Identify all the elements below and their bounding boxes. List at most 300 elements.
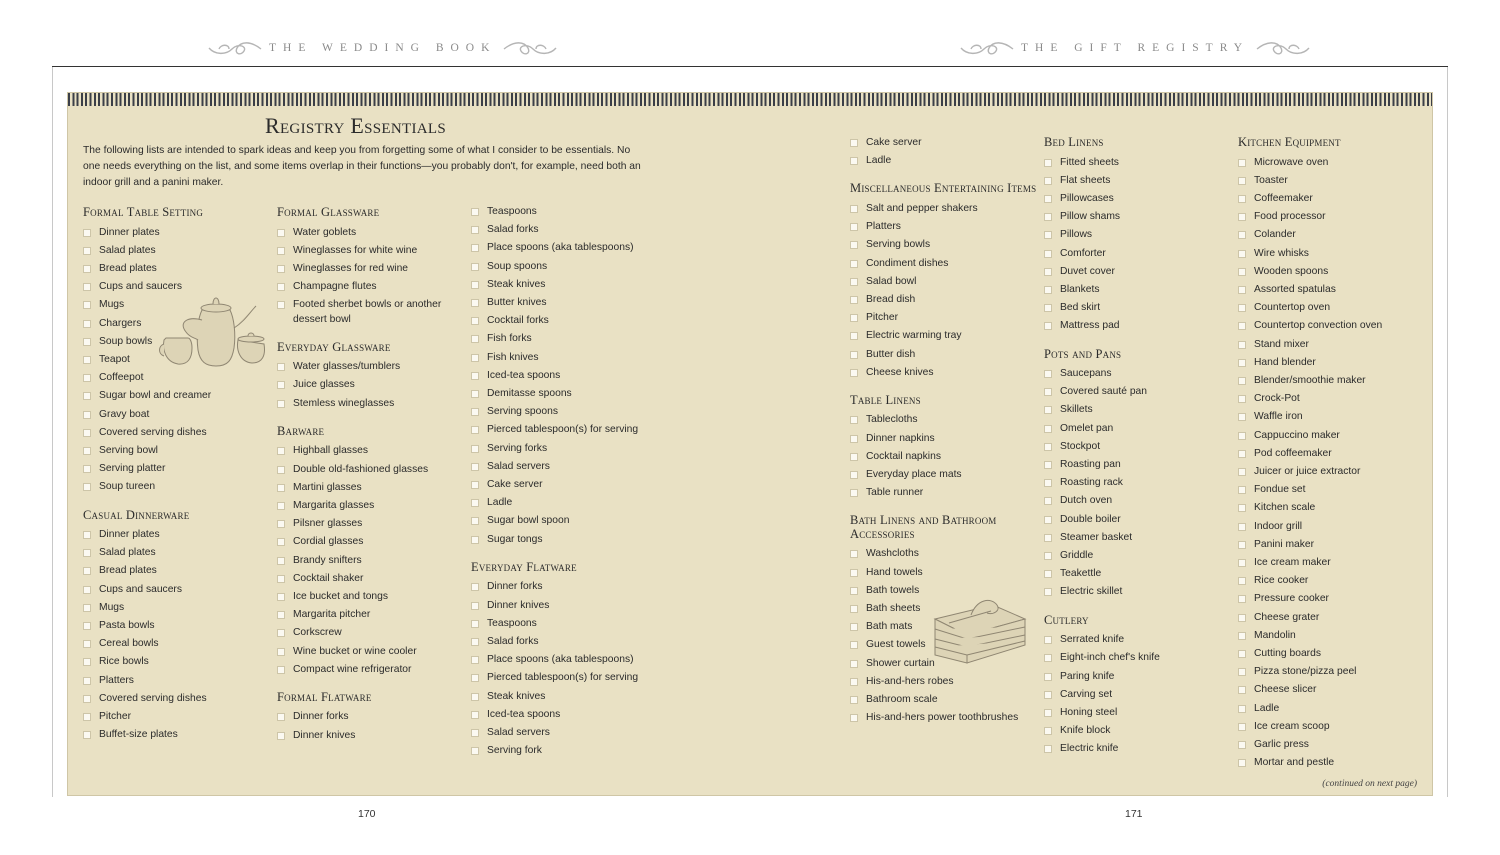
checkbox[interactable] [471,693,479,701]
checklist-section [277,425,467,677]
checkbox[interactable] [1238,741,1246,749]
item-label: Dinner napkins [866,432,935,444]
checkbox[interactable] [83,447,91,455]
checkbox[interactable] [277,520,285,528]
checkbox[interactable] [83,483,91,491]
checkbox[interactable] [1238,359,1246,367]
item-label: Indoor grill [1254,520,1303,532]
item-label: Everyday place mats [866,469,962,481]
checklist-item [277,298,467,326]
item-label: Pitcher [866,312,899,324]
checkbox[interactable] [277,381,285,389]
checkbox[interactable] [471,426,479,434]
checkbox[interactable] [277,265,285,273]
checkbox[interactable] [850,351,858,359]
checkbox[interactable] [471,481,479,489]
checkbox[interactable] [850,278,858,286]
checklist-item [850,486,1040,500]
item-label: Water glasses/tumblers [293,361,401,373]
checkbox[interactable] [850,489,858,497]
checkbox[interactable] [1044,177,1052,185]
item-label: Steak knives [487,278,546,290]
checklist-item [850,293,1040,307]
checkbox[interactable] [1238,668,1246,676]
checkbox[interactable] [850,550,858,558]
checkbox[interactable] [277,247,285,255]
checkbox[interactable] [1238,614,1246,622]
item-label: Platters [866,221,901,233]
checkbox[interactable] [471,602,479,610]
item-label: Salad bowl [866,275,917,287]
checkbox[interactable] [83,713,91,721]
checkbox[interactable] [471,263,479,271]
checkbox[interactable] [1044,159,1052,167]
checklist-item [850,257,1040,271]
section-heading: Everyday Glassware [277,339,391,354]
checkbox[interactable] [1238,523,1246,531]
page-number-left: 170 [358,808,376,820]
checkbox[interactable] [850,139,858,147]
item-label: Assorted spatulas [1254,283,1336,295]
checklist-item [1238,665,1428,679]
checklist-item [83,619,273,633]
checkbox[interactable] [1238,686,1246,694]
checklist-section [1044,348,1234,600]
checkbox[interactable] [850,569,858,577]
checklist-item [1238,338,1428,352]
checkbox[interactable] [471,517,479,525]
checkbox[interactable] [471,408,479,416]
item-label: Cheese slicer [1254,684,1317,696]
checklist-item [1238,192,1428,206]
item-label: Mugs [99,299,125,311]
checkbox[interactable] [850,205,858,213]
running-head-left [205,36,560,60]
checklist-item [471,387,661,401]
checkbox[interactable] [1044,745,1052,753]
checkbox[interactable] [1238,759,1246,767]
checkbox[interactable] [850,714,858,722]
checkbox[interactable] [1044,370,1052,378]
checkbox[interactable] [1044,709,1052,717]
column-2 [277,206,467,747]
checkbox[interactable] [850,696,858,704]
checkbox[interactable] [471,354,479,362]
checkbox[interactable] [1238,413,1246,421]
item-label: Buffet-size plates [99,729,178,741]
checklist-item [471,533,661,547]
checkbox[interactable] [277,593,285,601]
checklist-item [83,262,273,276]
checkbox[interactable] [471,226,479,234]
checkbox[interactable] [83,392,91,400]
checkbox[interactable] [83,411,91,419]
checklist-item [850,311,1040,325]
item-label: Bed skirt [1060,302,1101,314]
checklist-item [471,653,661,667]
checkbox[interactable] [471,463,479,471]
checklist-section [471,561,661,759]
checklist-item [1044,422,1234,436]
checkbox[interactable] [277,648,285,656]
checkbox[interactable] [83,320,91,328]
checkbox[interactable] [1044,250,1052,258]
checkbox[interactable] [1238,231,1246,239]
item-label: Covered sauté pan [1060,386,1148,398]
checkbox[interactable] [277,363,285,371]
checklist-section [277,206,467,327]
item-label: Compact wine refrigerator [293,663,412,675]
item-label: Cake server [866,137,922,148]
checklist-item [471,460,661,474]
checklist-item [471,351,661,365]
checklist-section [277,341,467,411]
checkbox[interactable] [83,374,91,382]
item-label: Pilsner glasses [293,518,363,530]
chapter-title: THE GIFT REGISTRY [1021,42,1250,54]
checklist-item [83,462,273,476]
checkbox[interactable] [277,713,285,721]
item-label: Juice glasses [293,379,355,391]
checkbox[interactable] [83,567,91,575]
checkbox[interactable] [850,296,858,304]
checklist-item [471,369,661,383]
checkbox[interactable] [850,241,858,249]
checkbox[interactable] [1044,691,1052,699]
checkbox[interactable] [277,538,285,546]
checkbox[interactable] [1238,304,1246,312]
checkbox[interactable] [471,536,479,544]
checklist-item [1044,567,1234,581]
checkbox[interactable] [1044,461,1052,469]
item-label: Bathroom scale [866,694,938,706]
checkbox[interactable] [1044,388,1052,396]
checkbox[interactable] [1044,516,1052,524]
checkbox[interactable] [277,301,285,309]
checkbox[interactable] [1044,654,1052,662]
page-edge-right [1447,67,1448,797]
checklist-item [277,444,467,458]
checklist-item [850,154,1040,168]
item-label: Fish forks [487,333,532,345]
checklist-item [1044,458,1234,472]
checkbox[interactable] [850,223,858,231]
checkbox[interactable] [471,244,479,252]
checklist-item [1238,520,1428,534]
checkbox[interactable] [277,502,285,510]
checklist-item [850,202,1040,216]
checkbox[interactable] [850,416,858,424]
checkbox[interactable] [850,332,858,340]
checkbox[interactable] [83,229,91,237]
checkbox[interactable] [277,557,285,565]
checkbox[interactable] [83,677,91,685]
item-label: Serving bowls [866,239,931,251]
checkbox[interactable] [1238,250,1246,258]
checkbox[interactable] [1044,231,1052,239]
item-label: Bath sheets [866,603,921,615]
item-label: Pizza stone/pizza peel [1254,666,1357,678]
checkbox[interactable] [850,623,858,631]
checklist-item [1044,633,1234,647]
checkbox[interactable] [1044,406,1052,414]
checkbox[interactable] [83,604,91,612]
checkbox[interactable] [1044,479,1052,487]
checklist-item [1044,301,1234,315]
checklist-item [1044,283,1234,297]
checkbox[interactable] [83,622,91,630]
checkbox[interactable] [277,575,285,583]
checkbox[interactable] [1044,588,1052,596]
checkbox[interactable] [83,731,91,739]
item-label: Platters [99,674,134,686]
checklist-item [1238,465,1428,479]
checkbox[interactable] [1238,177,1246,185]
item-label: Coffeemaker [1254,192,1313,204]
checkbox[interactable] [471,674,479,682]
checkbox[interactable] [277,447,285,455]
checkbox[interactable] [471,583,479,591]
checkbox[interactable] [1238,322,1246,330]
checklist-item [83,408,273,422]
checklist-item [471,332,661,346]
checklist-item [83,546,273,560]
checkbox[interactable] [83,695,91,703]
checkbox[interactable] [83,658,91,666]
checklist-item [1238,301,1428,315]
section-heading: Bed Linens [1044,135,1104,149]
checkbox[interactable] [277,666,285,674]
checkbox[interactable] [1044,213,1052,221]
checkbox[interactable] [850,587,858,595]
checkbox[interactable] [1238,504,1246,512]
checkbox[interactable] [1044,552,1052,560]
item-label: Carving set [1060,688,1113,700]
checkbox[interactable] [277,466,285,474]
checklist-item [1044,706,1234,720]
checkbox[interactable] [83,586,91,594]
intro-paragraph: The following lists are intended to spark ideas and keep you from forgetting some of what I consider to be essentials. No one needs everything on the list, and some items overlap in their functions—you probably don't, for example, need both an indoor grill and a panini maker. [83,145,641,189]
checkbox[interactable] [83,356,91,364]
checklist-section [850,136,1040,168]
checkbox[interactable] [1238,705,1246,713]
checklist-item [1238,683,1428,697]
item-label: Mortar and pestle [1254,757,1335,769]
item-label: Bath towels [866,584,920,596]
checkbox[interactable] [277,229,285,237]
checkbox[interactable] [1044,304,1052,312]
checkbox[interactable] [1044,673,1052,681]
item-label: Paring knife [1060,670,1115,682]
checkbox[interactable] [850,369,858,377]
item-label: Saucepans [1060,368,1112,380]
item-label: Gravy boat [99,408,150,420]
item-label: Electric warming tray [866,330,962,342]
checkbox[interactable] [1238,195,1246,203]
item-label: Wooden spoons [1254,265,1329,277]
checklist-item [83,655,273,669]
checkbox[interactable] [850,641,858,649]
checkbox[interactable] [850,471,858,479]
checkbox[interactable] [277,484,285,492]
checkbox[interactable] [850,453,858,461]
column-5 [1044,136,1234,761]
checkbox[interactable] [471,208,479,216]
checkbox[interactable] [1238,595,1246,603]
checklist-item [1044,228,1234,242]
checkbox[interactable] [1238,559,1246,567]
checklist-item [1238,738,1428,752]
checklist-item [83,583,273,597]
checkbox[interactable] [471,499,479,507]
checkbox[interactable] [83,247,91,255]
checklist-item [1238,319,1428,333]
item-label: Stockpot [1060,440,1101,452]
item-label: Cappuccino maker [1254,429,1340,441]
checkbox[interactable] [83,301,91,309]
checkbox[interactable] [1044,322,1052,330]
checklist-item [83,728,273,742]
checkbox[interactable] [471,656,479,664]
checklist-section [1044,614,1234,757]
checkbox[interactable] [277,629,285,637]
checkbox[interactable] [1238,468,1246,476]
checkbox[interactable] [850,314,858,322]
checkbox[interactable] [471,445,479,453]
checklist-item [850,711,1040,725]
checkbox[interactable] [1238,213,1246,221]
checkbox[interactable] [83,549,91,557]
checkbox[interactable] [1238,632,1246,640]
checkbox[interactable] [850,678,858,686]
checkbox[interactable] [471,317,479,325]
item-label: Panini maker [1254,538,1315,550]
checkbox[interactable] [1044,570,1052,578]
checkbox[interactable] [83,531,91,539]
checkbox[interactable] [83,283,91,291]
item-label: Duvet cover [1060,265,1115,277]
checkbox[interactable] [471,299,479,307]
checklist-item [850,675,1040,689]
checkbox[interactable] [83,338,91,346]
checkbox[interactable] [1044,443,1052,451]
item-label: Highball glasses [293,445,368,457]
item-label: Rice bowls [99,656,149,668]
checklist-item [850,468,1040,482]
checkbox[interactable] [471,638,479,646]
checkbox[interactable] [1044,268,1052,276]
checkbox[interactable] [277,283,285,291]
checkbox[interactable] [1044,636,1052,644]
checkbox[interactable] [1044,727,1052,735]
checklist-item [471,726,661,740]
checkbox[interactable] [1238,723,1246,731]
checkbox[interactable] [83,465,91,473]
checkbox[interactable] [471,281,479,289]
checkbox[interactable] [471,335,479,343]
item-label: Steak knives [487,690,546,702]
checklist-item [1238,156,1428,170]
checklist-item [471,205,661,219]
checkbox[interactable] [471,390,479,398]
checkbox[interactable] [1238,450,1246,458]
item-label: Water goblets [293,226,357,238]
checkbox[interactable] [1238,159,1246,167]
checkbox[interactable] [277,611,285,619]
checklist-item [471,580,661,594]
checklist-item [850,348,1040,362]
checkbox[interactable] [83,429,91,437]
item-label: Cups and saucers [99,281,182,293]
item-label: Cheese knives [866,366,934,378]
checkbox[interactable] [1044,286,1052,294]
checkbox[interactable] [1238,541,1246,549]
checkbox[interactable] [1238,577,1246,585]
checkbox[interactable] [1238,650,1246,658]
checklist-item [850,238,1040,252]
item-label: Salt and pepper shakers [866,202,978,214]
flourish-left-icon [957,37,1015,59]
checklist-item [1044,585,1234,599]
checkbox[interactable] [471,747,479,755]
checklist-item [1238,720,1428,734]
checkbox[interactable] [850,435,858,443]
checkbox[interactable] [850,605,858,613]
checkbox[interactable] [1238,395,1246,403]
checkbox[interactable] [471,372,479,380]
checklist-item [277,645,467,659]
checkbox[interactable] [471,620,479,628]
checkbox[interactable] [83,265,91,273]
checkbox[interactable] [471,711,479,719]
checklist-item [83,674,273,688]
checkbox[interactable] [1238,286,1246,294]
item-label: Bread plates [99,262,157,274]
checkbox[interactable] [471,729,479,737]
item-label: Wine bucket or wine cooler [293,645,417,657]
checkbox[interactable] [1044,195,1052,203]
checkbox[interactable] [1044,534,1052,542]
checklist-item [1238,174,1428,188]
item-label: Guest towels [866,639,926,651]
item-label: Colander [1254,229,1296,241]
checkbox[interactable] [83,640,91,648]
checkbox[interactable] [1238,377,1246,385]
item-label: Countertop convection oven [1254,320,1383,332]
checkbox[interactable] [850,660,858,668]
checklist-item [1044,210,1234,224]
checkbox[interactable] [277,732,285,740]
checklist-item [471,314,661,328]
item-label: Cocktail forks [487,315,549,327]
checklist-item [1238,483,1428,497]
item-label: Table runner [866,487,924,499]
checkbox[interactable] [1238,341,1246,349]
checkbox[interactable] [1044,425,1052,433]
checkbox[interactable] [277,400,285,408]
item-label: Wineglasses for red wine [293,262,409,274]
checkbox[interactable] [1238,432,1246,440]
checklist-item [83,528,273,542]
checkbox[interactable] [850,157,858,165]
checklist-item [277,262,467,276]
item-label: Ladle [866,155,892,167]
item-label: Salad forks [487,224,539,236]
checkbox[interactable] [1044,497,1052,505]
checkbox[interactable] [1238,268,1246,276]
checkbox[interactable] [850,260,858,268]
checkbox[interactable] [1238,486,1246,494]
